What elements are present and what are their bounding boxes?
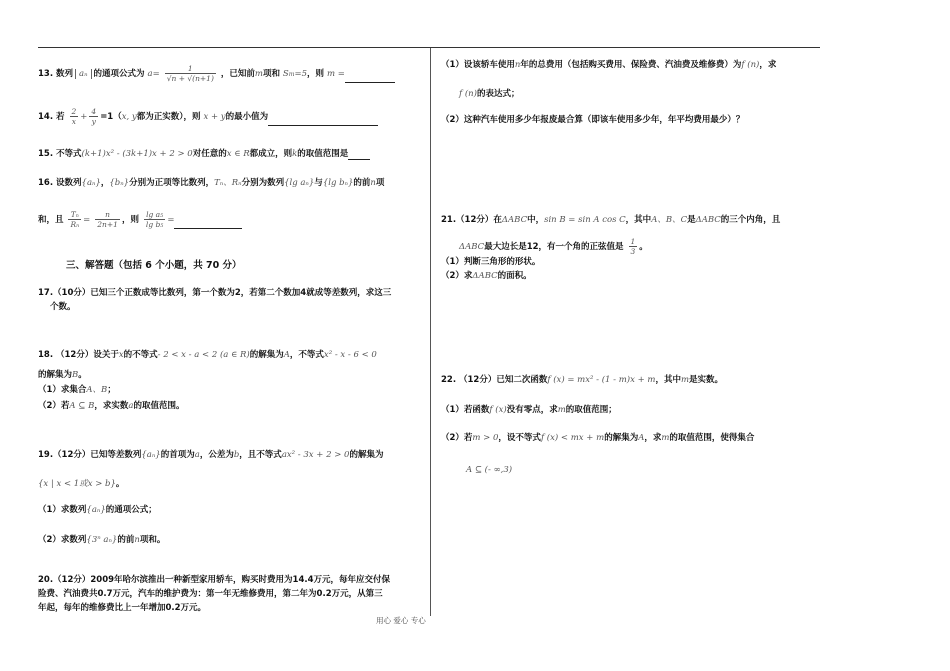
q21-text-b: 中， xyxy=(527,215,545,225)
q13-text: 13. 数列 xyxy=(38,69,74,79)
question-18-line2 xyxy=(38,369,87,381)
question-18-part2 xyxy=(38,400,184,412)
q18-part1-end: ； xyxy=(107,385,116,395)
q18-line2-text: 的解集为 xyxy=(38,370,73,380)
q21-part2-end: 的面积。 xyxy=(497,271,532,281)
q22-part1-text: （1）若函数 xyxy=(441,405,490,415)
question-16-line1 xyxy=(38,177,384,189)
q19-text-c: ，公差为 xyxy=(199,450,234,460)
q19-part2-n: n xyxy=(134,535,140,545)
q14-f2n: 4 xyxy=(91,107,97,116)
q22-text: 22. （12分）已知二次函数 xyxy=(441,375,548,385)
q19-part2-end: 项和。 xyxy=(139,535,166,545)
q15-answer-blank xyxy=(348,150,370,160)
q21-tri2: ΔABC xyxy=(695,215,721,225)
question-22-line1 xyxy=(441,374,723,386)
question-18-line1 xyxy=(38,349,377,361)
q18-line2-end: 。 xyxy=(78,370,87,380)
q21-line2-text: 最大边长是12，有一个角的正弦值是 xyxy=(484,242,624,252)
q18-part2-text-c: 的取值范围。 xyxy=(133,401,185,411)
q19-part1-text: （1）求数列 xyxy=(38,505,87,515)
q19-part1-end: 的通项公式； xyxy=(105,505,157,515)
q14-answer-blank xyxy=(268,116,378,126)
q16-tr: Tₙ、Rₙ xyxy=(214,178,242,188)
q18-ineq2: x² - x - 6 < 0 xyxy=(323,350,377,360)
q16-an: {aₙ} xyxy=(81,178,101,188)
q22-text-b: ，其中 xyxy=(655,375,681,385)
q18-x: x xyxy=(118,350,124,360)
q16-n: n xyxy=(370,178,376,188)
q13-eq: = xyxy=(152,69,160,79)
q13-an: a xyxy=(147,69,153,79)
q16-bn: {bₙ} xyxy=(109,178,130,188)
q18-A: A xyxy=(283,350,290,360)
top-rule xyxy=(38,47,820,48)
q21-abc: A、B、C xyxy=(651,215,688,225)
q16-f1d: Rₙ xyxy=(70,220,80,229)
q21-line2-end: 。 xyxy=(639,242,648,252)
q18-part1-math: A、B xyxy=(86,385,108,395)
q19-text-e: 的解集为 xyxy=(349,450,384,460)
question-19-set xyxy=(38,478,124,490)
q15-text-b: 对任意的 xyxy=(192,149,227,159)
q14-text-c: 的最小值为 xyxy=(225,112,269,122)
question-20-part1-line2 xyxy=(459,88,519,100)
question-14 xyxy=(38,107,378,126)
q16-frac1 xyxy=(68,210,81,229)
q14-f1n: 2 xyxy=(71,107,77,116)
q20r-fn: f (n) xyxy=(741,60,760,70)
q20r-line2-text: 的表达式； xyxy=(476,89,520,99)
question-19-part2 xyxy=(38,534,165,546)
question-19-line1 xyxy=(38,449,383,461)
q22-fx: f (x) = mx² - (1 - m)x + m xyxy=(547,375,656,385)
q16-f2n: n xyxy=(95,210,120,220)
q16-frac2 xyxy=(95,210,120,229)
q21-fd: 3 xyxy=(630,247,636,256)
q22-part1-fx: f (x) xyxy=(489,405,507,415)
q13-m: m xyxy=(254,69,263,79)
q14-f1d: x xyxy=(71,117,76,126)
q20r-text-b: 年的总费用（包括购买费用、保险费、汽油费及维修费）为 xyxy=(520,60,742,70)
q19-text: 19.（12分）已知等差数列 xyxy=(38,450,142,460)
page-footer: 用心 爱心 专心 xyxy=(376,616,426,625)
q21-frac xyxy=(629,237,638,256)
q13-sm: S xyxy=(282,69,289,79)
q22-part2-set: A ⊆ (- ∞,3) xyxy=(466,465,513,475)
q15-inequality: (k+1)x² - (3k+1)x + 2 > 0 xyxy=(81,149,193,159)
q22-part2-text: （2）若 xyxy=(441,433,473,443)
q22-part2-text-c: 的解集为 xyxy=(604,433,639,443)
question-21-part2 xyxy=(441,270,532,282)
q13-m2: m = xyxy=(326,69,345,79)
question-21-part1: （1）判断三角形的形状。 xyxy=(441,257,541,267)
q21-cond: sin B = sin A cos C xyxy=(544,215,626,225)
q15-text-d: 的取值范围是 xyxy=(297,149,349,159)
q16-lga: {lg aₙ} xyxy=(284,178,315,188)
q20r-line2-math: f (n) xyxy=(459,89,477,99)
q19-part2-math: {3ⁿ aₙ} xyxy=(86,535,118,545)
q15-text: 15. 不等式 xyxy=(38,149,82,159)
question-22-part1 xyxy=(441,404,617,416)
question-15 xyxy=(38,148,370,160)
q21-part2-text: （2）求 xyxy=(441,271,473,281)
q13-sm2: =5 xyxy=(294,69,307,79)
q13-answer-blank xyxy=(345,73,395,83)
q21-part2-math: ΔABC xyxy=(472,271,498,281)
q18-text-c: 的解集为 xyxy=(249,350,284,360)
q21-text-e: 的三个内角，且 xyxy=(720,215,781,225)
q19-part2-text: （2）求数列 xyxy=(38,535,87,545)
q21-text-c: ，其中 xyxy=(625,215,652,225)
q16-f3n: lg a₅ xyxy=(144,210,165,220)
q21-tri: ΔABC xyxy=(501,215,528,225)
q18-part2-math: A ⊆ B xyxy=(69,401,95,411)
q16-text-g: ，则 xyxy=(121,215,139,225)
q16-text-c: 分别为数列 xyxy=(241,178,285,188)
q16-eq: = xyxy=(83,215,91,225)
q20r-text-c: ，求 xyxy=(759,60,777,70)
q18-part2-text: （2）若 xyxy=(38,401,70,411)
question-19-part1 xyxy=(38,504,157,516)
q22-part1-m: m xyxy=(557,405,566,415)
question-20-line1: 20.（12分）2009年哈尔滨推出一种新型家用轿车，购买时费用为14.4万元，每年应交付保 xyxy=(38,575,391,585)
q22-part2-A: A xyxy=(638,433,645,443)
q22-part2-text-e: 的取值范围，使得集合 xyxy=(669,433,755,443)
q19-b: b xyxy=(233,450,240,460)
q19-text-d: ，且不等式 xyxy=(239,450,282,460)
q22-part1-end: 的取值范围； xyxy=(565,405,617,415)
q18-text: 18. （12分）设关于 xyxy=(38,350,119,360)
q13-fraction xyxy=(165,64,216,83)
q13-num: 1 xyxy=(165,64,216,74)
q14-text: 14. 若 xyxy=(38,112,65,122)
question-21-line1 xyxy=(441,214,780,226)
question-20-part1-line1 xyxy=(441,59,776,71)
q13-text-c: ，已知前 xyxy=(220,69,255,79)
q18-B: B xyxy=(72,370,79,380)
q19-ineq: ax² - 3x + 2 > 0 xyxy=(281,450,350,460)
q16-lgb: {lg bₙ} xyxy=(322,178,354,188)
q19-set-end: 。 xyxy=(115,479,125,489)
question-17-line1: 17.（10分）已知三个正数成等比数列，第一个数为2，若第二个数加4就成等差数列，求这三 xyxy=(38,288,392,298)
q19-part1-math: {aₙ} xyxy=(86,505,106,515)
q14-f2d: y xyxy=(91,117,96,126)
q15-xr: x ∈ R xyxy=(226,149,250,159)
q19-an: {aₙ} xyxy=(141,450,161,460)
q21-fn: 1 xyxy=(630,237,636,246)
q16-frac3 xyxy=(144,210,165,229)
q14-frac2 xyxy=(89,107,98,126)
q21-text-d: 是 xyxy=(687,215,696,225)
q15-text-c: 都成立，则 xyxy=(249,149,293,159)
q18-ineq1: - 2 < x - a < 2 (a ∈ R) xyxy=(157,350,250,360)
q16-answer-blank xyxy=(174,219,242,229)
q16-eq2: = xyxy=(167,215,175,225)
question-22-set xyxy=(466,464,512,476)
q21-text: 21.（12分）在 xyxy=(441,215,502,225)
q22-part2-cond: m > 0 xyxy=(472,433,499,443)
q16-line2-text: 和，且 xyxy=(38,215,64,225)
question-20-line3: 年起，每年的维修费比上一年增加0.2万元。 xyxy=(38,603,207,613)
q22-part1-text-b: 没有零点，求 xyxy=(506,405,558,415)
q19-solution-set: {x | x < 1或x > b} xyxy=(38,479,116,489)
q20r-text: （1）设该轿车使用 xyxy=(441,60,515,70)
q13-text-b: 的通项公式为 xyxy=(93,69,145,79)
q13-den: √n + √(n+1) xyxy=(166,74,214,83)
q19-a: a xyxy=(194,450,200,460)
q14-sum: x + y xyxy=(203,112,226,122)
q15-k: k xyxy=(292,149,298,159)
question-13: 13. 数列 aₙ 的通项公式为 a= $\frac{1}{√n + √(n+1)}$ ，已知前m项和 Sm=5，则 m = xyxy=(38,64,395,83)
question-20-part2: （2）这种汽车使用多少年报废最合算（即该车使用多少年，年平均费用最少）？ xyxy=(441,115,745,125)
question-21-line2 xyxy=(459,237,648,256)
q18-text-b: 的不等式 xyxy=(123,350,158,360)
q13-seq: aₙ xyxy=(75,69,92,79)
q16-f1n: Tₙ xyxy=(68,210,81,220)
question-22-part2 xyxy=(441,432,754,444)
q21-line2-math: ΔABC xyxy=(459,242,485,252)
q16-sep: ， xyxy=(100,178,110,188)
q22-m: m xyxy=(680,375,690,385)
q20r-n: n xyxy=(514,60,521,70)
q14-plus: + xyxy=(80,112,88,122)
q16-f2d: 2n+1 xyxy=(97,220,118,229)
q16-text-b: 分别为正项等比数列， xyxy=(129,178,215,188)
q22-part2-text-b: ，设不等式 xyxy=(498,433,541,443)
q22-part2-m: m xyxy=(661,433,670,443)
q19-part2-text-b: 的前 xyxy=(117,535,135,545)
question-17-line2: 个数。 xyxy=(50,302,76,312)
q22-part2-text-d: ，求 xyxy=(644,433,662,443)
q13-text-e: ，则 xyxy=(306,69,324,79)
q22-text-c: 是实数。 xyxy=(689,375,724,385)
q18-part2-text-b: ，求实数 xyxy=(94,401,129,411)
q14-text-b: 都为正实数），则 xyxy=(136,112,201,122)
q16-f3d: lg b₅ xyxy=(145,220,164,229)
question-16-line2 xyxy=(38,210,242,229)
q16-text-e: 的前 xyxy=(353,178,371,188)
q16-text-f: 项 xyxy=(375,178,385,188)
q18-part2-a: a xyxy=(128,401,134,411)
q16-text-d: 与 xyxy=(314,178,323,188)
q16-text: 16. 设数列 xyxy=(38,178,82,188)
q14-eq: =1（ xyxy=(100,112,122,122)
q22-part2-ineq: f (x) < mx + m xyxy=(540,433,605,443)
question-20-line2: 险费、汽油费共0.7万元，汽车的维护费为：第一年无维修费用，第二年为0.2万元，从第三 xyxy=(38,589,383,599)
q14-xy: x, y xyxy=(121,112,137,122)
question-18-part1 xyxy=(38,384,116,396)
column-divider xyxy=(430,48,431,616)
section-three-heading: 三、解答题（包括 6 个小题，共 70 分） xyxy=(66,260,242,271)
q18-text-d: ，不等式 xyxy=(289,350,324,360)
q14-frac1 xyxy=(70,107,79,126)
q18-part1-text: （1）求集合 xyxy=(38,385,87,395)
q13-text-d: 项和 xyxy=(262,69,280,79)
q19-text-b: 的首项为 xyxy=(160,450,195,460)
